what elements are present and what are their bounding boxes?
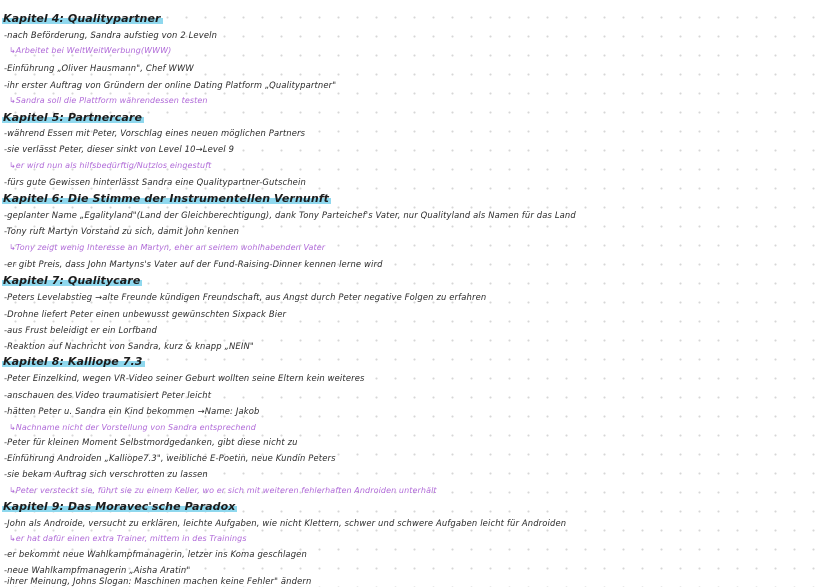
bullet-line: -Drohne liefert Peter einen unbewusst gewünschten Sixpack Bier xyxy=(4,309,287,319)
heading-text: Kapitel 5: Partnercare xyxy=(3,111,143,124)
bullet-line: -sie bekam Auftrag sich verschrotten zu lassen xyxy=(4,469,208,479)
bullet-line: -ihr erster Auftrag von Gründern der online Dating Platform „Qualitypartner" xyxy=(4,80,337,90)
heading-kapitel-8 xyxy=(2,355,145,368)
bullet-line: -er gibt Preis, dass John Martyns's Vater auf der Fund-Raising-Dinner kennen lerne wird xyxy=(4,259,383,269)
bullet-line: -Tony ruft Martyn Vorstand zu sich, damit John kennen xyxy=(4,226,240,236)
heading-kapitel-5 xyxy=(2,111,144,124)
bullet-line: -Peter für kleinen Moment Selbstmordgedanken, gibt diese nicht zu xyxy=(4,437,298,447)
bullet-line: -während Essen mit Peter, Vorschlag eines neuen möglichen Partners xyxy=(4,128,306,138)
heading-text: Kapitel 4: Qualitypartner xyxy=(3,12,161,25)
bullet-line: -nach Beförderung, Sandra aufstieg von 2 Leveln xyxy=(4,30,218,40)
bullet-line: -Einführung „Oliver Hausmann", Chef WWW xyxy=(4,63,194,73)
sub-note-line: ↳Arbeitet bei WeltWeitWerbung(WWW) xyxy=(9,46,172,55)
heading-text: Kapitel 9: Das Moravec'sche Paradox xyxy=(3,500,236,513)
bullet-line: -ihrer Meinung, Johns Slogan: Maschinen machen keine Fehler" ändern xyxy=(4,576,312,586)
bullet-line: -fürs gute Gewissen hinterlässt Sandra eine Qualitypartner-Gutschein xyxy=(4,177,306,187)
heading-kapitel-4 xyxy=(2,12,163,25)
bullet-line: -neue Wahlkampfmanagerin „Aisha Aratin" xyxy=(4,565,191,575)
heading-kapitel-7 xyxy=(2,274,142,287)
bullet-line: -Reaktion auf Nachricht von Sandra, kurz & knapp „NEIN" xyxy=(4,341,254,351)
bullet-line: -er bekommt neue Wahlkampfmanagerin, letzer ins Koma geschlagen xyxy=(4,549,307,559)
sub-note-line: ↳Peter versteckt sie, führt sie zu einem Keller, wo er sich mit weiteren fehlerhaften Androiden unterhält xyxy=(9,486,437,495)
bullet-line: -Peters Levelabstieg →alte Freunde kündigen Freundschaft, aus Angst durch Peter negative Folgen zu erfahren xyxy=(4,292,487,302)
bullet-line: -anschauen des Video traumatisiert Peter leicht xyxy=(4,390,212,400)
heading-kapitel-9 xyxy=(2,500,237,513)
sub-note-line: ↳Nachname nicht der Vorstellung von Sandra entsprechend xyxy=(9,423,256,432)
sub-note-line: ↳er wird nun als hilfsbedürftig/Nutzlos eingestuft xyxy=(9,161,212,170)
bullet-line: -hätten Peter u. Sandra ein Kind bekommen →Name: Jakob xyxy=(4,406,260,416)
bullet-line: -Peter Einzelkind, wegen VR-Video seiner Geburt wollten seine Eltern kein weiteres xyxy=(4,373,365,383)
bullet-line: -sie verlässt Peter, dieser sinkt von Level 10→Level 9 xyxy=(4,144,235,154)
sub-note-line: ↳er hat dafür einen extra Trainer, mittem in des Trainings xyxy=(9,534,247,543)
sub-note-line: ↳Sandra soll die Plattform währendessen testen xyxy=(9,96,208,105)
bullet-line: -John als Androide, versucht zu erklären, leichte Aufgaben, wie nicht Klettern, schwer und schwere Aufgaben leicht für Androiden xyxy=(4,518,567,528)
bullet-line: -Einführung Androiden „Kalliope7.3", weibliche E-Poetin, neue Kundin Peters xyxy=(4,453,336,463)
bullet-line: -geplanter Name „Egalityland"(Land der Gleichberechtigung), dank Tony Parteichef's Vater, nur Qualityland als Namen für das Land xyxy=(4,210,576,220)
sub-note-line: ↳Tony zeigt wenig Interesse an Martyn, eher an seinem wohlhabenden Vater xyxy=(9,243,326,252)
heading-kapitel-6 xyxy=(2,192,331,205)
heading-text: Kapitel 7: Qualitycare xyxy=(3,274,141,287)
bullet-line: -aus Frust beleidigt er ein Lorfband xyxy=(4,325,157,335)
heading-text: Kapitel 6: Die Stimme der Instrumentellen Vernunft xyxy=(3,192,329,205)
heading-text: Kapitel 8: Kalliope 7.3 xyxy=(3,355,143,368)
